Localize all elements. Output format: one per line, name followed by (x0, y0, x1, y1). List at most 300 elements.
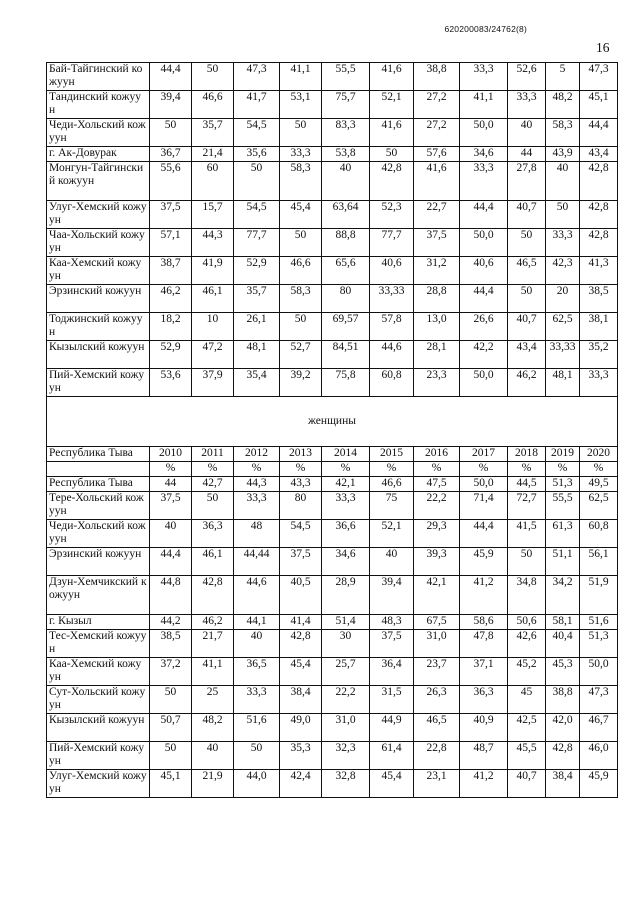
value-cell: 21,4 (192, 147, 234, 162)
value-cell: 44,4 (460, 285, 508, 313)
value-cell: 26,1 (234, 313, 280, 341)
value-cell: 75,8 (322, 369, 370, 397)
table-row (47, 63, 618, 91)
value-cell: 37,5 (150, 201, 192, 229)
value-cell: 47,3 (580, 63, 618, 91)
value-cell: 33,3 (234, 492, 280, 520)
region-name-cell: Эрзинский кожуун (47, 548, 150, 576)
value-cell: 37,5 (370, 630, 414, 658)
value-cell: 84,51 (322, 341, 370, 369)
value-cell: 39,4 (370, 576, 414, 615)
value-cell: 50,0 (460, 229, 508, 257)
value-cell: 34,2 (546, 576, 580, 615)
value-cell: 51,9 (580, 576, 618, 615)
value-cell: 44,6 (234, 576, 280, 615)
value-cell: 44,1 (234, 615, 280, 630)
value-cell: 21,7 (192, 630, 234, 658)
table-row (47, 257, 618, 285)
value-cell: 49,0 (280, 714, 322, 742)
value-cell: 38,4 (280, 686, 322, 714)
year-header-cell: 2018 (508, 447, 546, 462)
value-cell: 42,8 (370, 162, 414, 201)
value-cell: 27,2 (414, 119, 460, 147)
table-row (47, 119, 618, 147)
value-cell: 51,3 (546, 477, 580, 492)
value-cell: 23,7 (414, 658, 460, 686)
value-cell: 45,4 (280, 201, 322, 229)
value-cell: 51,1 (546, 548, 580, 576)
unit-cell: % (322, 462, 370, 477)
table-row (47, 770, 618, 798)
value-cell: 54,5 (234, 119, 280, 147)
value-cell: 42,6 (508, 630, 546, 658)
value-cell: 44,5 (508, 477, 546, 492)
table-row (47, 201, 618, 229)
value-cell: 41,9 (192, 257, 234, 285)
value-cell: 50,6 (508, 615, 546, 630)
value-cell: 47,2 (192, 341, 234, 369)
value-cell: 51,4 (322, 615, 370, 630)
value-cell: 63,64 (322, 201, 370, 229)
value-cell: 33,3 (546, 229, 580, 257)
value-cell: 48,7 (460, 742, 508, 770)
value-cell: 40 (370, 548, 414, 576)
value-cell: 33,3 (460, 63, 508, 91)
region-name-cell: Эрзинский кожуун (47, 285, 150, 313)
value-cell: 47,8 (460, 630, 508, 658)
value-cell: 35,2 (580, 341, 618, 369)
value-cell: 42,1 (322, 477, 370, 492)
region-name-cell: Кызылский кожуун (47, 341, 150, 369)
table-row (47, 520, 618, 548)
value-cell: 57,1 (150, 229, 192, 257)
value-cell: 50 (508, 229, 546, 257)
value-cell: 50 (192, 63, 234, 91)
value-cell: 41,4 (280, 615, 322, 630)
value-cell: 33,3 (234, 686, 280, 714)
value-cell: 38,7 (150, 257, 192, 285)
value-cell: 36,6 (322, 520, 370, 548)
value-cell: 35,6 (234, 147, 280, 162)
value-cell: 44,6 (370, 341, 414, 369)
value-cell: 46,2 (192, 615, 234, 630)
value-cell: 25 (192, 686, 234, 714)
value-cell: 42,4 (280, 770, 322, 798)
value-cell: 42,0 (546, 714, 580, 742)
value-cell: 62,5 (580, 492, 618, 520)
value-cell: 46,5 (414, 714, 460, 742)
value-cell: 48,3 (370, 615, 414, 630)
value-cell: 41,6 (370, 119, 414, 147)
value-cell: 22,2 (414, 492, 460, 520)
region-name-cell: Бай-Тайгинский кожуун (47, 63, 150, 91)
value-cell: 23,1 (414, 770, 460, 798)
value-cell: 44,4 (580, 119, 618, 147)
value-cell: 46,0 (580, 742, 618, 770)
value-cell: 46,2 (508, 369, 546, 397)
region-name-cell: Тере-Хольский кожуун (47, 492, 150, 520)
value-cell: 50 (508, 548, 546, 576)
year-header-cell: 2019 (546, 447, 580, 462)
region-name-cell: Чаа-Хольский кожуун (47, 229, 150, 257)
value-cell: 75,7 (322, 91, 370, 119)
value-cell: 38,8 (414, 63, 460, 91)
value-cell: 50 (234, 742, 280, 770)
value-cell: 40,4 (546, 630, 580, 658)
value-cell: 46,6 (192, 91, 234, 119)
table-row (47, 91, 618, 119)
region-name-cell: Улуг-Хемский кожуун (47, 201, 150, 229)
value-cell: 53,1 (280, 91, 322, 119)
value-cell: 50 (280, 313, 322, 341)
value-cell: 42,7 (192, 477, 234, 492)
value-cell: 44,4 (150, 548, 192, 576)
unit-cell: % (370, 462, 414, 477)
value-cell: 48,2 (546, 91, 580, 119)
value-cell: 45 (508, 686, 546, 714)
value-cell: 46,1 (192, 548, 234, 576)
region-name-cell: г. Ак-Довурак (47, 147, 150, 162)
value-cell: 44,2 (150, 615, 192, 630)
value-cell: 34,8 (508, 576, 546, 615)
value-cell: 46,5 (508, 257, 546, 285)
value-cell: 35,7 (234, 285, 280, 313)
value-cell: 50 (546, 201, 580, 229)
region-name-cell: Сут-Хольский кожуун (47, 686, 150, 714)
value-cell: 20 (546, 285, 580, 313)
value-cell: 52,1 (370, 91, 414, 119)
value-cell: 42,3 (546, 257, 580, 285)
value-cell: 42,5 (508, 714, 546, 742)
value-cell: 44,8 (150, 576, 192, 615)
value-cell: 46,6 (280, 257, 322, 285)
value-cell: 44,44 (234, 548, 280, 576)
table-row (47, 285, 618, 313)
value-cell: 50 (508, 285, 546, 313)
value-cell: 36,5 (234, 658, 280, 686)
region-name-cell: Чеди-Хольский кожуун (47, 119, 150, 147)
value-cell: 43,4 (580, 147, 618, 162)
value-cell: 41,1 (280, 63, 322, 91)
section-title: женщины (47, 397, 618, 447)
value-cell: 43,9 (546, 147, 580, 162)
value-cell: 37,5 (150, 492, 192, 520)
unit-cell: % (150, 462, 192, 477)
region-name-cell: Пий-Хемский кожуун (47, 369, 150, 397)
value-cell: 40,6 (460, 257, 508, 285)
value-cell: 15,7 (192, 201, 234, 229)
region-name-cell: Тоджинский кожуун (47, 313, 150, 341)
value-cell: 51,6 (234, 714, 280, 742)
value-cell: 42,1 (414, 576, 460, 615)
value-cell: 39,2 (280, 369, 322, 397)
value-cell: 50,0 (460, 369, 508, 397)
table-row (47, 492, 618, 520)
region-name-cell: г. Кызыл (47, 615, 150, 630)
region-name-cell: Дзун-Хемчикский кожуун (47, 576, 150, 615)
value-cell: 34,6 (460, 147, 508, 162)
value-cell: 36,7 (150, 147, 192, 162)
region-name-cell: Тес-Хемский кожуун (47, 630, 150, 658)
value-cell: 13,0 (414, 313, 460, 341)
value-cell: 55,5 (546, 492, 580, 520)
value-cell: 44 (150, 477, 192, 492)
value-cell: 52,3 (370, 201, 414, 229)
value-cell: 28,1 (414, 341, 460, 369)
value-cell: 44,4 (460, 201, 508, 229)
value-cell: 37,5 (414, 229, 460, 257)
value-cell: 50,0 (580, 658, 618, 686)
value-cell: 50,0 (460, 119, 508, 147)
value-cell: 45,1 (580, 91, 618, 119)
value-cell: 50 (280, 119, 322, 147)
value-cell: 61,3 (546, 520, 580, 548)
unit-cell: % (280, 462, 322, 477)
value-cell: 77,7 (370, 229, 414, 257)
value-cell: 58,3 (280, 162, 322, 201)
value-cell: 40,6 (370, 257, 414, 285)
value-cell: 37,5 (280, 548, 322, 576)
section-body (47, 397, 618, 477)
value-cell: 52,1 (370, 520, 414, 548)
value-cell: 46,7 (580, 714, 618, 742)
value-cell: 45,4 (370, 770, 414, 798)
unit-cell: % (414, 462, 460, 477)
value-cell: 50 (280, 229, 322, 257)
value-cell: 10 (192, 313, 234, 341)
value-cell: 32,3 (322, 742, 370, 770)
value-cell: 41,7 (234, 91, 280, 119)
value-cell: 34,6 (322, 548, 370, 576)
value-cell: 50 (150, 119, 192, 147)
header-row (47, 447, 618, 462)
value-cell: 45,3 (546, 658, 580, 686)
year-header-cell: 2015 (370, 447, 414, 462)
value-cell: 46,1 (192, 285, 234, 313)
unit-cell: % (580, 462, 618, 477)
value-cell: 21,9 (192, 770, 234, 798)
region-name-cell: Каа-Хемский кожуун (47, 257, 150, 285)
value-cell: 52,9 (234, 257, 280, 285)
value-cell: 44,3 (234, 477, 280, 492)
value-cell: 41,6 (414, 162, 460, 201)
value-cell: 51,3 (580, 630, 618, 658)
value-cell: 40,7 (508, 770, 546, 798)
unit-cell: % (192, 462, 234, 477)
value-cell: 50 (192, 492, 234, 520)
value-cell: 33,3 (322, 492, 370, 520)
value-cell: 45,1 (150, 770, 192, 798)
value-cell: 33,3 (580, 369, 618, 397)
value-cell: 77,7 (234, 229, 280, 257)
value-cell: 45,9 (460, 548, 508, 576)
value-cell: 40 (192, 742, 234, 770)
value-cell: 38,4 (546, 770, 580, 798)
header-region-cell: Республика Тыва (47, 447, 150, 462)
value-cell: 25,7 (322, 658, 370, 686)
value-cell: 37,9 (192, 369, 234, 397)
value-cell: 44,9 (370, 714, 414, 742)
value-cell: 75 (370, 492, 414, 520)
value-cell: 58,6 (460, 615, 508, 630)
value-cell: 47,3 (234, 63, 280, 91)
value-cell: 36,3 (460, 686, 508, 714)
value-cell: 48,1 (546, 369, 580, 397)
unit-blank-cell (47, 462, 150, 477)
value-cell: 31,0 (414, 630, 460, 658)
value-cell: 50 (370, 147, 414, 162)
year-header-cell: 2017 (460, 447, 508, 462)
value-cell: 40 (150, 520, 192, 548)
table-row (47, 229, 618, 257)
value-cell: 67,5 (414, 615, 460, 630)
region-name-cell: Монгун-Тайгинский кожуун (47, 162, 150, 201)
value-cell: 22,2 (322, 686, 370, 714)
year-header-cell: 2011 (192, 447, 234, 462)
value-cell: 50,7 (150, 714, 192, 742)
value-cell: 80 (322, 285, 370, 313)
value-cell: 33,3 (460, 162, 508, 201)
value-cell: 41,6 (370, 63, 414, 91)
year-header-cell: 2014 (322, 447, 370, 462)
value-cell: 26,3 (414, 686, 460, 714)
value-cell: 80 (280, 492, 322, 520)
value-cell: 42,8 (192, 576, 234, 615)
value-cell: 5 (546, 63, 580, 91)
value-cell: 33,3 (280, 147, 322, 162)
value-cell: 37,2 (150, 658, 192, 686)
value-cell: 42,8 (546, 742, 580, 770)
year-header-cell: 2012 (234, 447, 280, 462)
value-cell: 40,7 (508, 201, 546, 229)
table-row (47, 477, 618, 492)
value-cell: 52,7 (280, 341, 322, 369)
value-cell: 32,8 (322, 770, 370, 798)
value-cell: 65,6 (322, 257, 370, 285)
value-cell: 28,8 (414, 285, 460, 313)
table-row (47, 658, 618, 686)
value-cell: 36,4 (370, 658, 414, 686)
value-cell: 31,0 (322, 714, 370, 742)
value-cell: 69,57 (322, 313, 370, 341)
statistics-table (46, 62, 618, 798)
value-cell: 45,2 (508, 658, 546, 686)
value-cell: 40 (546, 162, 580, 201)
unit-cell: % (460, 462, 508, 477)
value-cell: 58,1 (546, 615, 580, 630)
value-cell: 52,6 (508, 63, 546, 91)
value-cell: 50 (234, 162, 280, 201)
value-cell: 42,8 (580, 201, 618, 229)
year-header-cell: 2013 (280, 447, 322, 462)
value-cell: 54,5 (234, 201, 280, 229)
value-cell: 62,5 (546, 313, 580, 341)
value-cell: 35,7 (192, 119, 234, 147)
value-cell: 35,4 (234, 369, 280, 397)
value-cell: 47,5 (414, 477, 460, 492)
value-cell: 31,5 (370, 686, 414, 714)
value-cell: 18,2 (150, 313, 192, 341)
value-cell: 71,4 (460, 492, 508, 520)
value-cell: 38,1 (580, 313, 618, 341)
value-cell: 41,3 (580, 257, 618, 285)
value-cell: 53,6 (150, 369, 192, 397)
value-cell: 52,9 (150, 341, 192, 369)
value-cell: 40 (322, 162, 370, 201)
value-cell: 22,7 (414, 201, 460, 229)
value-cell: 49,5 (580, 477, 618, 492)
value-cell: 37,1 (460, 658, 508, 686)
value-cell: 61,4 (370, 742, 414, 770)
unit-cell: % (546, 462, 580, 477)
value-cell: 41,2 (460, 770, 508, 798)
region-name-cell: Чеди-Хольский кожуун (47, 520, 150, 548)
value-cell: 60 (192, 162, 234, 201)
bottom-table-body (47, 477, 618, 798)
region-name-cell: Тандинский кожуун (47, 91, 150, 119)
value-cell: 27,2 (414, 91, 460, 119)
value-cell: 43,3 (280, 477, 322, 492)
value-cell: 31,2 (414, 257, 460, 285)
value-cell: 55,5 (322, 63, 370, 91)
year-header-cell: 2016 (414, 447, 460, 462)
table-row (47, 615, 618, 630)
value-cell: 29,3 (414, 520, 460, 548)
table-row (47, 548, 618, 576)
value-cell: 48 (234, 520, 280, 548)
value-cell: 58,3 (280, 285, 322, 313)
region-name-cell: Улуг-Хемский кожуун (47, 770, 150, 798)
value-cell: 53,8 (322, 147, 370, 162)
value-cell: 60,8 (370, 369, 414, 397)
value-cell: 41,2 (460, 576, 508, 615)
value-cell: 39,3 (414, 548, 460, 576)
value-cell: 41,1 (192, 658, 234, 686)
table-row (47, 742, 618, 770)
value-cell: 45,9 (580, 770, 618, 798)
value-cell: 42,8 (280, 630, 322, 658)
value-cell: 44,4 (460, 520, 508, 548)
value-cell: 38,5 (150, 630, 192, 658)
year-header-cell: 2010 (150, 447, 192, 462)
value-cell: 43,4 (508, 341, 546, 369)
value-cell: 42,8 (580, 229, 618, 257)
table-row (47, 576, 618, 615)
value-cell: 36,3 (192, 520, 234, 548)
value-cell: 54,5 (280, 520, 322, 548)
region-name-cell: Каа-Хемский кожуун (47, 658, 150, 686)
value-cell: 83,3 (322, 119, 370, 147)
value-cell: 41,5 (508, 520, 546, 548)
value-cell: 72,7 (508, 492, 546, 520)
table-row (47, 162, 618, 201)
table-row (47, 313, 618, 341)
value-cell: 57,8 (370, 313, 414, 341)
value-cell: 40 (508, 119, 546, 147)
value-cell: 40,9 (460, 714, 508, 742)
value-cell: 45,5 (508, 742, 546, 770)
value-cell: 44 (508, 147, 546, 162)
page-number: 16 (596, 40, 610, 55)
table-row (47, 686, 618, 714)
value-cell: 22,8 (414, 742, 460, 770)
unit-cell: % (508, 462, 546, 477)
value-cell: 40 (234, 630, 280, 658)
value-cell: 33,3 (508, 91, 546, 119)
value-cell: 60,8 (580, 520, 618, 548)
value-cell: 30 (322, 630, 370, 658)
table-row (47, 341, 618, 369)
